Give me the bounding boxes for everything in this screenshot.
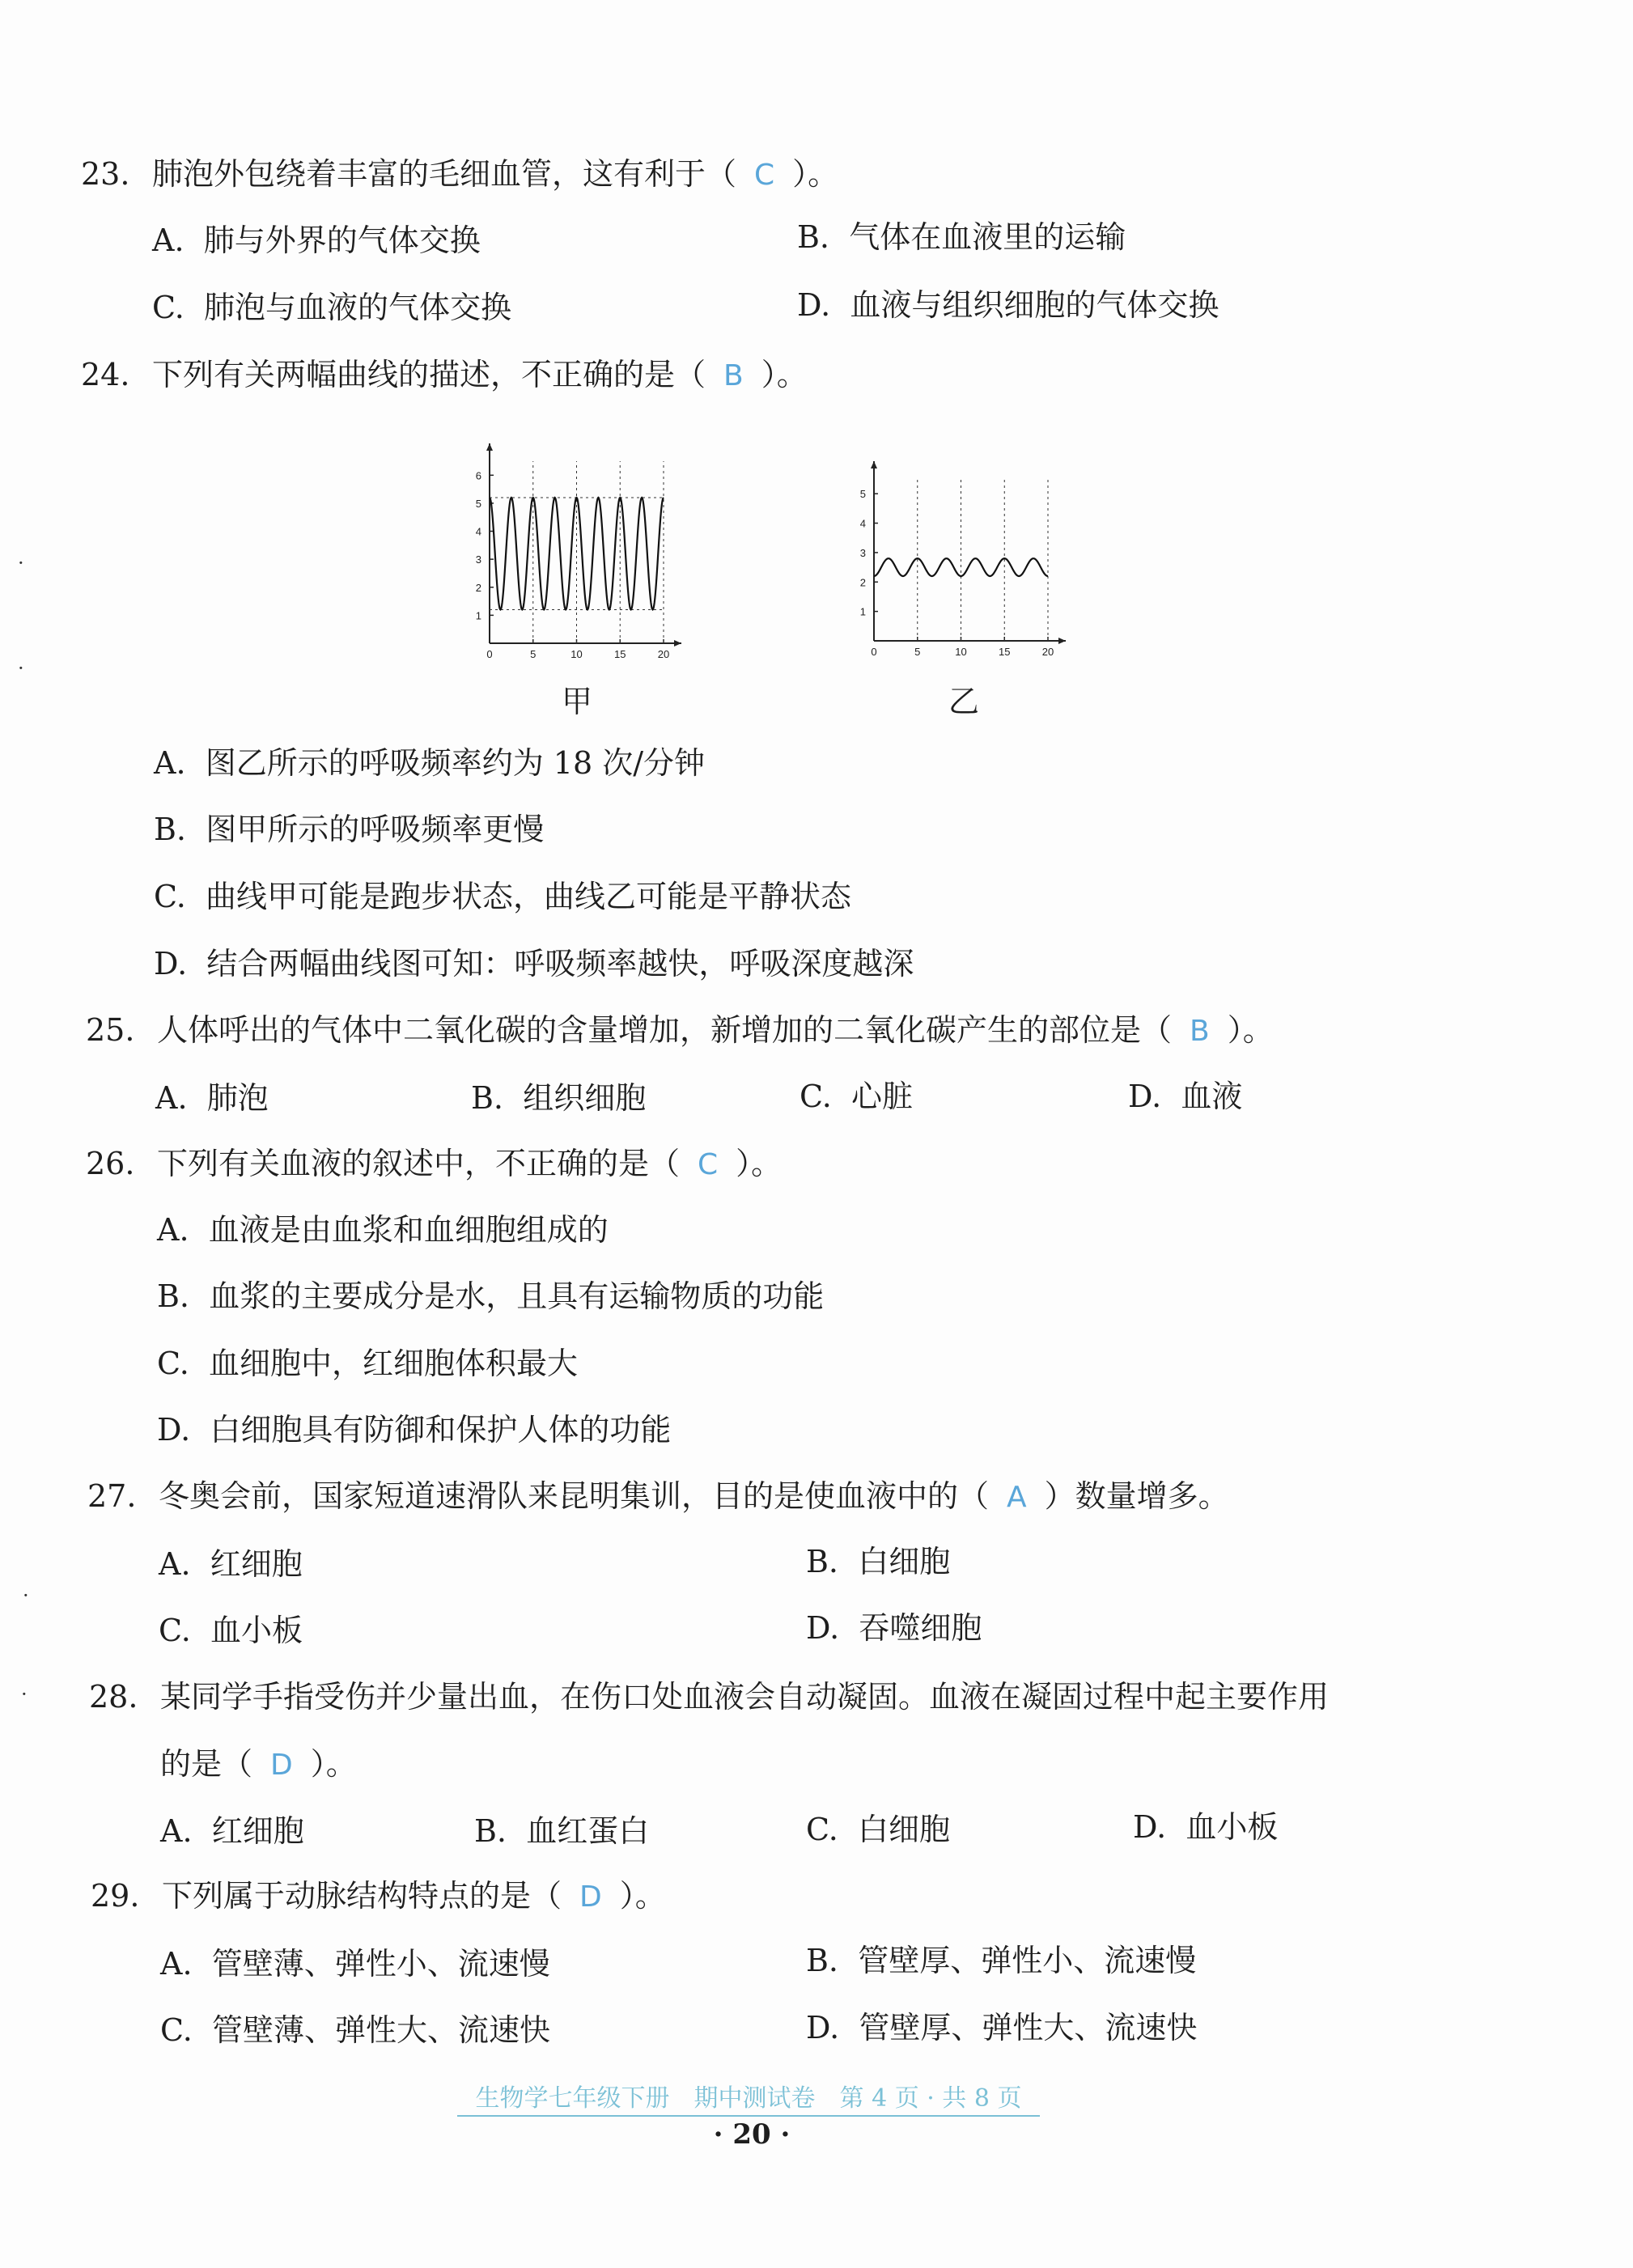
option-c: C. 曲线甲可能是跑步状态，曲线乙可能是平静状态 <box>154 879 851 914</box>
question-number: 27. <box>87 1478 137 1514</box>
option-b: B. 组织细胞 <box>471 1080 647 1116</box>
option-b: B. 血浆的主要成分是水，且具有运输物质的功能 <box>157 1278 825 1314</box>
answer-mark: A <box>1007 1481 1027 1514</box>
scan-speck: · <box>18 552 24 574</box>
question-number: 28. <box>89 1679 138 1715</box>
option-d: D. 吞噬细胞 <box>806 1610 982 1646</box>
scan-speck: · <box>18 657 24 680</box>
question-number: 25. <box>86 1012 135 1048</box>
question-25 <box>86 1010 1274 1052</box>
question-stem-end: ）。 <box>792 156 839 192</box>
y-axis-arrow <box>871 461 877 468</box>
question-stem: 下列属于动脉结构特点的是（ <box>162 1878 562 1914</box>
x-tick-label: 20 <box>1041 646 1054 658</box>
question-stem-end: ）。 <box>761 357 808 392</box>
question-23 <box>81 154 838 196</box>
question-number: 23. <box>81 156 130 192</box>
question-stem: 冬奥会前，国家短道速滑队来昆明集训，目的是使血液中的（ <box>159 1478 990 1514</box>
y-axis-arrow <box>486 443 493 451</box>
page-footer: 生物学七年级下册 期中测试卷 第 4 页 · 共 8 页 <box>457 2078 1040 2117</box>
option-d: D. 白细胞具有防御和保护人体的功能 <box>157 1412 672 1448</box>
option-a: A. 肺泡 <box>155 1080 269 1116</box>
y-tick-label: 2 <box>859 576 866 589</box>
question-stem: 下列有关血液的叙述中，不正确的是（ <box>157 1146 681 1181</box>
page-number: · 20 · <box>713 2118 791 2151</box>
question-26 <box>86 1143 782 1185</box>
question-stem: 的是（ <box>160 1746 253 1782</box>
y-tick-label: 3 <box>859 546 866 559</box>
question-28 <box>89 1677 1329 1717</box>
x-tick-label: 5 <box>914 646 921 658</box>
question-29 <box>91 1876 666 1918</box>
question-stem-end: ）。 <box>310 1746 357 1782</box>
option-a: A. 肺与外界的气体交换 <box>152 223 481 258</box>
chart-yi-caption: 乙 <box>948 684 980 719</box>
x-axis-arrow <box>674 640 681 646</box>
option-c: C. 血小板 <box>159 1613 303 1648</box>
question-number: 29. <box>91 1878 140 1914</box>
question-27 <box>87 1476 1229 1518</box>
option-c: C. 管壁薄、弹性大、流速快 <box>160 2012 550 2048</box>
x-axis-arrow <box>1058 638 1066 644</box>
option-b: B. 白细胞 <box>806 1544 951 1579</box>
scan-speck: · <box>21 1683 28 1706</box>
y-tick-label: 1 <box>859 605 866 618</box>
option-a: A. 红细胞 <box>160 1813 304 1849</box>
option-b: B. 管壁厚、弹性小、流速慢 <box>806 1943 1197 1978</box>
y-tick-label: 1 <box>475 609 481 622</box>
option-b: B. 气体在血液里的运输 <box>797 219 1126 255</box>
option-b: B. 图甲所示的呼吸频率更慢 <box>154 812 545 847</box>
option-d: D. 结合两幅曲线图可知：呼吸频率越快，呼吸深度越深 <box>154 946 914 981</box>
question-28-line2 <box>160 1744 357 1786</box>
y-tick-label: 4 <box>859 517 866 530</box>
question-stem: 人体呼出的气体中二氧化碳的含量增加，新增加的二氧化碳产生的部位是（ <box>157 1012 1173 1048</box>
option-c: C. 血细胞中，红细胞体积最大 <box>157 1346 578 1381</box>
question-stem: 下列有关两幅曲线的描述，不正确的是（ <box>152 357 706 392</box>
scan-speck: · <box>23 1584 29 1607</box>
answer-mark: B <box>1190 1015 1210 1048</box>
y-tick-label: 6 <box>475 469 481 482</box>
y-tick-label: 4 <box>475 525 481 538</box>
question-number: 24. <box>81 357 130 392</box>
x-tick-label: 15 <box>999 646 1011 658</box>
chart-jia <box>476 443 681 660</box>
chart-jia-caption: 甲 <box>562 684 593 719</box>
x-tick-label: 10 <box>955 646 967 658</box>
question-stem: 肺泡外包绕着丰富的毛细血管，这有利于（ <box>152 156 737 192</box>
answer-mark: C <box>698 1148 719 1181</box>
question-stem-end: ）数量增多。 <box>1044 1478 1229 1514</box>
answer-mark: D <box>579 1880 602 1914</box>
x-tick-label: 10 <box>570 648 583 660</box>
question-stem-end: ）。 <box>619 1878 666 1914</box>
question-stem-end: ）。 <box>1227 1012 1274 1048</box>
option-d: D. 管壁厚、弹性大、流速快 <box>806 2010 1198 2045</box>
x-tick-label: 0 <box>871 646 877 658</box>
question-stem: 某同学手指受伤并少量出血，在伤口处血液会自动凝固。血液在凝固过程中起主要作用 <box>160 1679 1330 1715</box>
y-tick-label: 2 <box>475 581 481 594</box>
y-tick-label: 5 <box>859 488 866 501</box>
option-a: A. 管壁薄、弹性小、流速慢 <box>160 1946 550 1982</box>
option-a: A. 红细胞 <box>159 1546 303 1582</box>
x-tick-label: 0 <box>486 648 493 660</box>
option-c: C. 心脏 <box>800 1079 913 1114</box>
answer-mark: C <box>754 159 775 192</box>
option-c: C. 白细胞 <box>806 1812 950 1847</box>
option-d: D. 血液 <box>1128 1079 1243 1114</box>
y-tick-label: 5 <box>475 497 481 510</box>
x-tick-label: 20 <box>657 648 670 660</box>
option-a: A. 图乙所示的呼吸频率约为 18 次/分钟 <box>154 745 706 781</box>
option-a: A. 血液是由血浆和血细胞组成的 <box>157 1212 609 1248</box>
question-24 <box>81 354 808 396</box>
question-stem-end: ）。 <box>736 1146 783 1181</box>
option-c: C. 肺泡与血液的气体交换 <box>152 290 511 325</box>
x-tick-label: 15 <box>614 648 626 660</box>
y-tick-label: 3 <box>475 553 481 566</box>
chart-yi <box>860 461 1066 658</box>
option-d: D. 血小板 <box>1133 1809 1279 1845</box>
option-d: D. 血液与组织细胞的气体交换 <box>797 287 1219 323</box>
question-number: 26. <box>86 1146 135 1181</box>
breathing-charts <box>453 429 1101 720</box>
answer-mark: B <box>723 359 744 392</box>
answer-mark: D <box>270 1749 293 1782</box>
option-b: B. 血红蛋白 <box>474 1813 650 1849</box>
x-tick-label: 5 <box>530 648 537 660</box>
breathing-curve <box>490 498 664 609</box>
